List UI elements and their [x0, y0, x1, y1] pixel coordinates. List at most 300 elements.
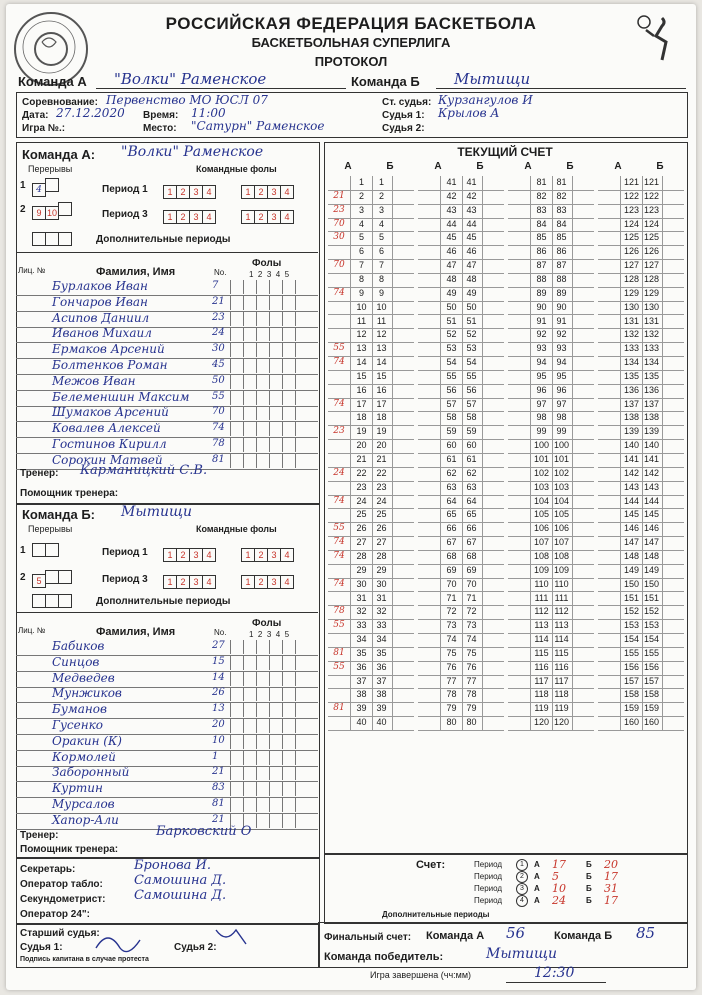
- score-number-a: 100: [530, 439, 553, 453]
- score-number-b: 64: [461, 495, 483, 509]
- place-label: Место:: [143, 123, 177, 134]
- score-number-a: 140: [620, 439, 643, 453]
- foul-cell: [230, 406, 243, 420]
- date-value: 27.12.2020: [56, 106, 125, 120]
- player-name: Болтенков Роман: [52, 358, 168, 372]
- score-number-a: 139: [620, 425, 643, 439]
- foul-cell: [256, 814, 269, 828]
- score-row: [508, 481, 594, 496]
- foul-cell: [243, 327, 256, 341]
- federation-title: РОССИЙСКАЯ ФЕДЕРАЦИЯ БАСКЕТБОЛА: [165, 14, 537, 33]
- foul-cell: [282, 735, 295, 749]
- place-value: "Сатурн" Раменское: [191, 119, 325, 133]
- score-number-b: 139: [641, 425, 663, 439]
- team-b-value: Мытищи: [454, 70, 531, 88]
- score-number-b: 51: [461, 315, 483, 329]
- score-row: [328, 716, 414, 731]
- player-name: Бабиков: [52, 639, 105, 653]
- player-name: Гусенко: [52, 718, 104, 732]
- score-number-b: 10: [371, 301, 393, 315]
- score-row: [598, 578, 684, 593]
- player-name: Куртин: [52, 781, 103, 796]
- score-number-a: 6: [350, 245, 373, 259]
- foul-cell: [243, 438, 256, 452]
- score-number-a: 89: [530, 287, 553, 301]
- foul-cell: [295, 798, 308, 812]
- foul-cell: [256, 703, 269, 717]
- foul-cell: [295, 280, 308, 294]
- score-row: [418, 411, 504, 426]
- score-number-a: 61: [440, 453, 463, 467]
- score-row: [418, 536, 504, 551]
- player-number: 21: [212, 766, 225, 778]
- foul-cell: [269, 296, 282, 310]
- score-number-b: 120: [551, 716, 573, 730]
- score-number-a: 148: [620, 550, 643, 564]
- foul-cell: [269, 438, 282, 452]
- foul-cell: [295, 406, 308, 420]
- score-number-b: 153: [641, 619, 663, 633]
- score-number-a: 54: [440, 356, 463, 370]
- team-a-fouls-p3: 1 2 3 4: [163, 207, 215, 225]
- player-number: 21: [212, 813, 225, 825]
- foul-cell: [269, 343, 282, 357]
- foul-cell: [243, 782, 256, 796]
- score-number-b: 127: [641, 259, 663, 273]
- score-row: [328, 342, 414, 357]
- score-row: [418, 384, 504, 399]
- foul-cell: [295, 751, 308, 765]
- score-number-a: 147: [620, 536, 643, 550]
- score-number-b: 138: [641, 411, 663, 425]
- score-row: [508, 370, 594, 385]
- score-number-b: 97: [551, 398, 573, 412]
- score-row: [598, 592, 684, 607]
- score-number-b: 150: [641, 578, 663, 592]
- foul-cell: [256, 735, 269, 749]
- score-number-b: 137: [641, 398, 663, 412]
- score-row: [508, 259, 594, 274]
- score-row: [328, 675, 414, 690]
- score-number-b: 23: [371, 481, 393, 495]
- score-row: [598, 495, 684, 510]
- score-row: [598, 716, 684, 731]
- document-title: ПРОТОКОЛ: [314, 54, 388, 69]
- player-number: 20: [212, 719, 225, 730]
- foul-cell: [269, 406, 282, 420]
- score-number-a: 104: [530, 495, 553, 509]
- end-time: 12:30: [534, 965, 575, 981]
- foul-cell: [230, 391, 243, 405]
- score-number-b: 42: [461, 190, 483, 204]
- score-row: [418, 231, 504, 246]
- score-row: [508, 605, 594, 620]
- score-number-a: 130: [620, 301, 643, 315]
- score-number-b: 111: [551, 592, 573, 606]
- score-number-a: 149: [620, 564, 643, 578]
- score-row: [418, 633, 504, 648]
- score-row: [598, 315, 684, 330]
- score-number-a: 94: [530, 356, 553, 370]
- score-number-a: 22: [350, 467, 373, 481]
- score-number-a: 21: [350, 453, 373, 467]
- team-a-coach: Карманицкий С.В.: [80, 463, 208, 478]
- score-number-a: 3: [350, 204, 373, 218]
- score-number-a: 40: [350, 716, 373, 730]
- period-score-b: 17: [604, 894, 618, 907]
- score-number-b: 98: [551, 411, 573, 425]
- score-number-b: 14: [371, 356, 393, 370]
- score-row: [598, 384, 684, 399]
- period-number: 1: [516, 859, 528, 871]
- score-row: [418, 356, 504, 371]
- player-number: 13: [212, 703, 225, 715]
- team-a-fouls-p4: 1 2 3 4: [241, 207, 293, 225]
- score-row: [418, 702, 504, 717]
- score-number-a: 109: [530, 564, 553, 578]
- scorer-mark: 74: [333, 495, 345, 506]
- player-number: 50: [212, 374, 225, 386]
- foul-cell: [256, 782, 269, 796]
- score-number-b: 72: [461, 605, 483, 619]
- foul-cell: [230, 327, 243, 341]
- score-number-a: 150: [620, 578, 643, 592]
- score-number-a: 74: [440, 633, 463, 647]
- score-number-b: 118: [551, 688, 573, 702]
- foul-cell: [269, 391, 282, 405]
- score-row: [508, 495, 594, 510]
- score-number-a: 11: [350, 315, 373, 329]
- score-number-b: 132: [641, 328, 663, 342]
- score-number-a: 158: [620, 688, 643, 702]
- score-number-b: 108: [551, 550, 573, 564]
- score-row: [598, 190, 684, 205]
- score-number-b: 90: [551, 301, 573, 315]
- score-number-b: 115: [551, 647, 573, 661]
- score-row: [508, 411, 594, 426]
- score-number-a: 103: [530, 481, 553, 495]
- player-number: 27: [212, 640, 225, 651]
- foul-cell: [282, 296, 295, 310]
- score-number-a: 145: [620, 508, 643, 522]
- foul-cell: [269, 798, 282, 812]
- score-number-a: 44: [440, 218, 463, 232]
- period-score-a: 10: [552, 882, 566, 895]
- score-number-a: 99: [530, 425, 553, 439]
- player-number: 55: [212, 390, 225, 402]
- player-row: [16, 672, 318, 688]
- score-number-a: 53: [440, 342, 463, 356]
- score-row: [328, 578, 414, 593]
- player-number: 81: [212, 453, 225, 465]
- foul-cell: [256, 406, 269, 420]
- foul-cell: [243, 406, 256, 420]
- foul-cell: [295, 312, 308, 326]
- score-row: [418, 495, 504, 510]
- period-score-b: 31: [604, 882, 618, 895]
- score-number-a: 41: [440, 176, 463, 190]
- player-number: 30: [212, 343, 225, 355]
- scorer-mark: 74: [333, 550, 345, 561]
- score-number-a: 152: [620, 605, 643, 619]
- team-a-name: "Волки" Раменское: [121, 144, 264, 160]
- score-row: [598, 633, 684, 648]
- score-row: [418, 592, 504, 607]
- score-number-b: 50: [461, 301, 483, 315]
- score-number-a: 108: [530, 550, 553, 564]
- score-number-a: 7: [350, 259, 373, 273]
- score-number-a: 105: [530, 508, 553, 522]
- score-number-b: 56: [461, 384, 483, 398]
- player-row: [16, 687, 318, 703]
- score-number-a: 72: [440, 605, 463, 619]
- player-row: [16, 312, 318, 328]
- score-number-b: 155: [641, 647, 663, 661]
- player-name: Гончаров Иван: [52, 294, 148, 309]
- foul-cell: [282, 719, 295, 733]
- foul-cell: [230, 766, 243, 780]
- foul-cell: [295, 296, 308, 310]
- score-number-b: 8: [371, 273, 393, 287]
- player-number: 10: [212, 734, 225, 746]
- score-row: [598, 702, 684, 717]
- score-number-b: 38: [371, 688, 393, 702]
- score-number-b: 6: [371, 245, 393, 259]
- score-number-a: 146: [620, 522, 643, 536]
- team-b-name: Мытищи: [121, 504, 193, 520]
- score-number-b: 142: [641, 467, 663, 481]
- score-number-a: 159: [620, 702, 643, 716]
- foul-cell: [230, 296, 243, 310]
- foul-cell: [230, 703, 243, 717]
- player-row: [16, 343, 318, 359]
- score-row: [598, 204, 684, 219]
- score-number-a: 2: [350, 190, 373, 204]
- score-row: [328, 176, 414, 191]
- score-row: [598, 508, 684, 523]
- score-row: [508, 273, 594, 288]
- score-number-a: 28: [350, 550, 373, 564]
- score-number-b: 2: [371, 190, 393, 204]
- score-number-b: 101: [551, 453, 573, 467]
- score-number-b: 13: [371, 342, 393, 356]
- player-name: Оракин (К): [52, 733, 122, 748]
- foul-cell: [269, 751, 282, 765]
- foul-cell: [256, 454, 269, 468]
- score-number-b: 124: [641, 218, 663, 232]
- score-number-b: 104: [551, 495, 573, 509]
- score-number-a: 128: [620, 273, 643, 287]
- score-row: [328, 204, 414, 219]
- score-number-b: 3: [371, 204, 393, 218]
- score-row: [598, 453, 684, 468]
- team-a-label: Команда А: [18, 74, 87, 89]
- player-number: 83: [212, 782, 225, 794]
- foul-cell: [256, 296, 269, 310]
- competition-label: Соревнование:: [22, 97, 98, 108]
- score-row: [418, 370, 504, 385]
- score-number-a: 96: [530, 384, 553, 398]
- score-row: [328, 398, 414, 413]
- score-row: [508, 356, 594, 371]
- score-number-b: 16: [371, 384, 393, 398]
- score-number-a: 35: [350, 647, 373, 661]
- score-number-a: 129: [620, 287, 643, 301]
- score-row: [418, 578, 504, 593]
- score-row: [418, 688, 504, 703]
- score-number-a: 127: [620, 259, 643, 273]
- score-number-b: 30: [371, 578, 393, 592]
- period-score-b: 20: [604, 858, 618, 871]
- score-number-a: 29: [350, 564, 373, 578]
- period-number: 3: [516, 883, 528, 895]
- foul-cell: [256, 327, 269, 341]
- score-row: [328, 287, 414, 302]
- team-a-value: "Волки" Раменское: [114, 70, 267, 88]
- score-number-a: 93: [530, 342, 553, 356]
- score-number-b: 100: [551, 439, 573, 453]
- score-row: [508, 328, 594, 343]
- signatures-icon: [86, 920, 306, 960]
- score-number-b: 34: [371, 633, 393, 647]
- score-number-a: 133: [620, 342, 643, 356]
- score-number-b: 21: [371, 453, 393, 467]
- score-number-a: 136: [620, 384, 643, 398]
- foul-cell: [269, 687, 282, 701]
- score-number-a: 68: [440, 550, 463, 564]
- score-number-b: 7: [371, 259, 393, 273]
- score-number-b: 83: [551, 204, 573, 218]
- score-row: [328, 301, 414, 316]
- player-name: Синцов: [52, 654, 100, 669]
- score-number-b: 145: [641, 508, 663, 522]
- score-row: [328, 605, 414, 620]
- score-row: [508, 176, 594, 191]
- player-name: Гостинов Кирилл: [52, 437, 167, 451]
- score-row: [328, 661, 414, 676]
- score-number-b: 78: [461, 688, 483, 702]
- foul-cell: [243, 391, 256, 405]
- foul-cell: [243, 798, 256, 812]
- foul-cell: [295, 656, 308, 670]
- player-name: Мунжиков: [52, 686, 122, 701]
- score-row: [508, 287, 594, 302]
- score-row: [598, 342, 684, 357]
- scorer-mark: 74: [333, 287, 345, 298]
- foul-cell: [282, 782, 295, 796]
- score-row: [508, 564, 594, 579]
- score-row: [328, 356, 414, 371]
- score-number-b: 35: [371, 647, 393, 661]
- score-row: [508, 647, 594, 662]
- foul-cell: [230, 375, 243, 389]
- foul-cell: [269, 656, 282, 670]
- score-number-b: 99: [551, 425, 573, 439]
- score-number-b: 146: [641, 522, 663, 536]
- score-number-b: 65: [461, 508, 483, 522]
- score-number-a: 13: [350, 342, 373, 356]
- foul-cell: [295, 343, 308, 357]
- score-number-a: 154: [620, 633, 643, 647]
- score-number-b: 110: [551, 578, 573, 592]
- player-name: Кормолей: [52, 749, 116, 764]
- score-row: [508, 675, 594, 690]
- score-row: [598, 467, 684, 482]
- score-row: [328, 592, 414, 607]
- score-number-b: 103: [551, 481, 573, 495]
- score-number-b: 140: [641, 439, 663, 453]
- foul-cell: [295, 735, 308, 749]
- score-number-b: 113: [551, 619, 573, 633]
- score-number-a: 101: [530, 453, 553, 467]
- score-number-a: 18: [350, 411, 373, 425]
- score-row: [328, 328, 414, 343]
- foul-cell: [243, 375, 256, 389]
- score-row: [328, 564, 414, 579]
- score-number-b: 43: [461, 204, 483, 218]
- score-number-b: 28: [371, 550, 393, 564]
- foul-cell: [230, 751, 243, 765]
- score-row: [328, 619, 414, 634]
- foul-cell: [282, 327, 295, 341]
- foul-cell: [256, 687, 269, 701]
- score-number-a: 49: [440, 287, 463, 301]
- player-number: 81: [212, 798, 225, 809]
- score-number-a: 52: [440, 328, 463, 342]
- score-number-b: 119: [551, 702, 573, 716]
- score-number-b: 44: [461, 218, 483, 232]
- scorer-mark: 55: [333, 620, 345, 631]
- score-row: [508, 467, 594, 482]
- score-number-a: 39: [350, 702, 373, 716]
- score-number-b: 58: [461, 411, 483, 425]
- foul-cell: [295, 391, 308, 405]
- foul-cell: [269, 375, 282, 389]
- foul-cell: [295, 327, 308, 341]
- foul-cell: [243, 766, 256, 780]
- score-number-b: 67: [461, 536, 483, 550]
- period-score-b: 17: [604, 870, 618, 883]
- foul-cell: [269, 735, 282, 749]
- foul-cell: [282, 359, 295, 373]
- score-row: [328, 370, 414, 385]
- team-b-title: Команда Б:: [22, 507, 95, 522]
- score-row: [508, 702, 594, 717]
- player-number: 15: [212, 655, 225, 667]
- team-b-foul-numbers: 1 2 3 4 5: [249, 630, 290, 639]
- score-number-b: 71: [461, 592, 483, 606]
- score-number-a: 66: [440, 522, 463, 536]
- foul-cell: [230, 343, 243, 357]
- score-number-a: 97: [530, 398, 553, 412]
- score-number-a: 24: [350, 495, 373, 509]
- score-number-a: 119: [530, 702, 553, 716]
- score-row: [418, 342, 504, 357]
- score-row: [418, 328, 504, 343]
- score-number-b: 157: [641, 675, 663, 689]
- team-b-label: Команда Б: [351, 74, 420, 89]
- score-row: [418, 619, 504, 634]
- score-number-b: 135: [641, 370, 663, 384]
- score-number-a: 122: [620, 190, 643, 204]
- score-row: [598, 231, 684, 246]
- foul-cell: [230, 798, 243, 812]
- score-number-b: 52: [461, 328, 483, 342]
- score-number-a: 84: [530, 218, 553, 232]
- score-number-b: 95: [551, 370, 573, 384]
- score-number-a: 45: [440, 231, 463, 245]
- score-number-b: 36: [371, 661, 393, 675]
